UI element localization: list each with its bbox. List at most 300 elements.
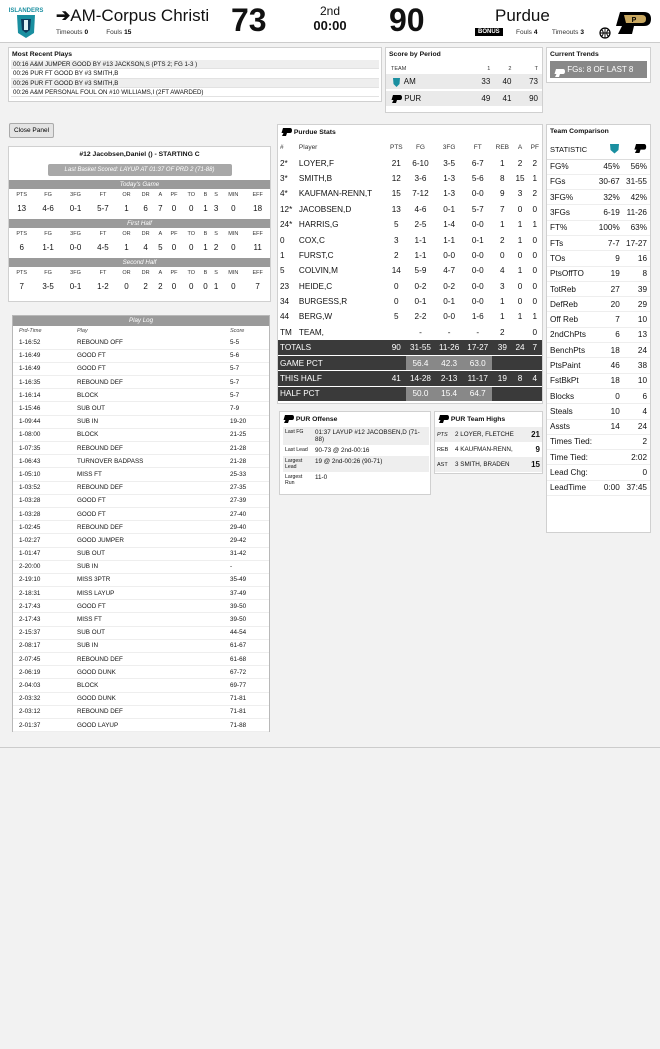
- play-log-row: [13, 389, 269, 402]
- play-log-cell: 1-16:49: [13, 349, 71, 362]
- player-cell: 1: [517, 220, 523, 230]
- play-log-cell: 21-25: [224, 428, 269, 441]
- player-cell: 1: [532, 173, 538, 183]
- player-cell: 0-0: [443, 312, 456, 322]
- play-log-cell: SUB OUT: [71, 547, 224, 560]
- comparison-stat: PtsPaint: [550, 361, 581, 370]
- scoreboard: [0, 0, 660, 43]
- player-stat-header: FG: [44, 270, 52, 276]
- player-cell: 1: [532, 220, 538, 230]
- player-stat-header: 3FG: [70, 231, 81, 237]
- pur-highs-header: [435, 412, 542, 425]
- home-timeouts: 0: [84, 29, 89, 36]
- play-log-cell: 1-16:49: [13, 362, 71, 375]
- comparison-am: [596, 450, 623, 465]
- row-value: [492, 386, 512, 401]
- play-log-row: [13, 547, 269, 560]
- play-log-row: [13, 415, 269, 428]
- player-cell: 3: [517, 189, 523, 199]
- play-log-cell: 71-81: [224, 692, 269, 705]
- player-stat-value: 0: [189, 242, 194, 252]
- box-score-header: REB: [495, 144, 509, 152]
- away-fouls-label: Fouls: [516, 29, 532, 36]
- player-cell: 13: [391, 204, 401, 214]
- purdue-stats-title: Purdue Stats: [293, 128, 336, 136]
- comparison-am: 18: [610, 376, 620, 386]
- high-value: 15: [531, 460, 540, 469]
- player-section-table: [9, 228, 270, 254]
- player-row: [278, 155, 542, 170]
- high-key: PTS: [437, 431, 448, 438]
- comparison-pur: 17-27: [626, 238, 647, 248]
- row-value: [528, 386, 542, 401]
- play-log-cell: 31-42: [224, 547, 269, 560]
- totals-row: [278, 340, 542, 355]
- play-log-cell: REBOUND DEF: [71, 442, 224, 455]
- sbp-header: T: [534, 66, 538, 72]
- player-stat-header: MIN: [228, 192, 239, 198]
- play-log-cell: 2-07:45: [13, 653, 71, 666]
- high-player: 3 SMITH, BRADEN: [455, 461, 510, 468]
- player-cell: JACOBSEN,D: [298, 204, 352, 214]
- player-stat-row: [9, 279, 270, 293]
- player-stat-value: 5-7: [97, 203, 109, 213]
- player-cell: 0-0: [471, 220, 484, 230]
- player-stat-value: 1: [213, 281, 219, 291]
- play-log-cell: 1-09:44: [13, 415, 71, 428]
- comparison-stat: 3FGs: [550, 208, 571, 218]
- player-row: [278, 294, 542, 309]
- play-log-row: [13, 507, 269, 520]
- home-team-sub: [56, 29, 131, 36]
- player-stat-value: 0: [171, 203, 177, 213]
- comparison-am: 32%: [603, 192, 620, 202]
- player-cell: 12*: [280, 204, 293, 214]
- player-cell: 0-1: [443, 297, 456, 307]
- player-stat-header: S: [214, 231, 218, 237]
- player-stat-value: 0-0: [69, 242, 82, 252]
- row-value: 4: [528, 371, 542, 386]
- player-stat-value: 0: [231, 203, 236, 213]
- player-stat-header: OR: [122, 192, 131, 198]
- play-log-cell: GOOD DUNK: [71, 666, 224, 679]
- player-stat-header: A: [158, 231, 163, 237]
- home-fouls: 15: [124, 29, 132, 36]
- player-row: [278, 325, 542, 340]
- play-log-cell: GOOD LAYUP: [71, 718, 224, 731]
- comparison-pur: 0: [642, 468, 647, 478]
- player-stat-header: 3FG: [70, 270, 81, 276]
- play-log-cell: REBOUND DEF: [71, 705, 224, 718]
- comparison-pur: 37:45: [626, 483, 647, 493]
- player-stat-header: PF: [170, 231, 178, 237]
- play-log-row: [13, 613, 269, 626]
- play-log-cell: 2-06:19: [13, 666, 71, 679]
- score-by-period-panel: [385, 47, 543, 113]
- play-log-panel: [12, 315, 270, 732]
- play-log-cell: REBOUND DEF: [71, 653, 224, 666]
- player-section-table: [9, 189, 270, 215]
- play-log-header: Score: [230, 328, 245, 334]
- home-score: 73: [231, 2, 267, 38]
- away-team-sub: [516, 29, 584, 36]
- play-log-cell: SUB IN: [71, 639, 224, 652]
- player-stat-header: DR: [141, 192, 150, 198]
- player-cell: 1-1: [443, 235, 456, 245]
- player-stat-header: PTS: [16, 192, 28, 198]
- sbp-team: AM: [403, 77, 416, 86]
- player-cell: 0-0: [471, 297, 484, 307]
- row-value: [387, 386, 406, 401]
- comparison-am: 9: [615, 253, 620, 263]
- player-section-label: Second Half: [9, 258, 270, 267]
- player-stat-header: OR: [122, 270, 131, 276]
- trend-text: FGs: 8 OF LAST 8: [567, 65, 634, 74]
- player-cell: 7: [500, 204, 505, 214]
- player-cell: -: [476, 327, 480, 337]
- play-log-cell: 7-9: [224, 402, 269, 415]
- row-label: THIS HALF: [278, 371, 387, 386]
- play-log-cell: 1-03:28: [13, 494, 71, 507]
- player-section-label: Today's Game: [9, 180, 270, 189]
- player-stat-value: 6: [19, 242, 24, 252]
- player-cell: 0-0: [471, 266, 484, 276]
- play-log-cell: 5-7: [224, 362, 269, 375]
- player-cell: KAUFMAN-RENN,T: [298, 189, 373, 199]
- row-value: 7: [528, 340, 542, 355]
- recent-play: 00:26 PUR FT GOOD BY #3 SMITH,B: [11, 79, 379, 88]
- player-stat-row: [9, 201, 270, 215]
- player-cell: 5: [394, 220, 399, 230]
- play-log-row: [13, 587, 269, 600]
- player-row: [278, 309, 542, 324]
- row-value: 31-55: [406, 340, 435, 355]
- sbp-team: PUR: [404, 94, 422, 103]
- player-cell: 4*: [280, 189, 288, 199]
- player-stat-value: 11: [253, 242, 262, 252]
- player-cell: 2: [500, 327, 505, 337]
- comparison-am: 30-67: [598, 177, 620, 187]
- comparison-row: [547, 358, 650, 373]
- play-log-cell: 69-77: [224, 679, 269, 692]
- player-cell: 0: [517, 250, 523, 260]
- box-score-header-row: [278, 140, 542, 155]
- player-stat-header-row: [9, 267, 270, 279]
- purdue-box-score: [278, 140, 542, 402]
- sbp-row: [386, 90, 542, 106]
- play-log-cell: 2-15:37: [13, 626, 71, 639]
- play-log-header: Prd-Time: [19, 328, 42, 334]
- player-cell: LOYER,F: [298, 158, 334, 168]
- player-stat-header-row: [9, 189, 270, 201]
- player-cell: 0-0: [471, 189, 484, 199]
- player-cell: 5: [280, 266, 285, 276]
- player-cell: FURST,C: [298, 250, 334, 260]
- high-row: [435, 427, 542, 442]
- player-stat-value: 3-5: [42, 281, 54, 291]
- player-cell: SMITH,B: [298, 173, 333, 183]
- player-cell: 1-1: [414, 250, 427, 260]
- row-value: 17-27: [463, 340, 492, 355]
- player-stat-value: 7: [19, 281, 24, 291]
- comparison-row: [547, 205, 650, 220]
- play-log-cell: 5-6: [224, 349, 269, 362]
- player-cell: 6-7: [471, 158, 484, 168]
- pur-offense-header: [280, 412, 430, 425]
- play-log-cell: 25-33: [224, 468, 269, 481]
- player-cell: 12: [391, 173, 401, 183]
- player-stat-value: 7: [158, 203, 163, 213]
- current-trends-panel: [546, 47, 651, 83]
- player-row: [278, 186, 542, 201]
- player-cell: TEAM,: [298, 327, 324, 337]
- play-log-cell: 71-81: [224, 705, 269, 718]
- play-log-cell: 29-42: [224, 534, 269, 547]
- row-label: HALF PCT: [278, 386, 387, 401]
- comparison-pur: 24: [637, 345, 647, 355]
- play-log-row: [13, 494, 269, 507]
- player-cell: 4-7: [443, 266, 456, 276]
- play-log-row: [13, 653, 269, 666]
- play-log-cell: 61-68: [224, 653, 269, 666]
- purdue-small-icon: [391, 95, 402, 103]
- player-cell: 0-1: [414, 297, 427, 307]
- play-log-cell: MISS FT: [71, 613, 224, 626]
- player-cell: 0: [532, 281, 538, 291]
- comparison-stat: PtsOffTO: [550, 269, 584, 279]
- comparison-row: [547, 297, 650, 312]
- away-timeouts-label: Timeouts: [551, 29, 579, 36]
- player-section-table: [9, 267, 270, 293]
- player-cell: 1: [517, 312, 523, 322]
- player-cell: HEIDE,C: [298, 281, 333, 291]
- player-cell: 21: [391, 158, 401, 168]
- player-stat-value: 0: [189, 203, 194, 213]
- player-cell: 0: [517, 204, 523, 214]
- player-stat-value: 1-2: [97, 281, 109, 291]
- comparison-pur: 16: [637, 253, 647, 263]
- pur-highs-table: [435, 427, 542, 472]
- close-panel-button[interactable]: Close Panel: [9, 123, 54, 138]
- player-stat-value: 0: [231, 242, 236, 252]
- player-stat-value: 1: [124, 242, 129, 252]
- high-key: AST: [437, 461, 448, 468]
- pur-highs-title: PUR Team Highs: [450, 415, 506, 423]
- play-log-cell: MISS LAYUP: [71, 587, 224, 600]
- comparison-am: 6-19: [603, 208, 620, 218]
- player-cell: -: [447, 327, 451, 337]
- player-cell: 0: [517, 281, 523, 291]
- pur-offense-panel: [279, 411, 431, 495]
- sbp-p1: 33: [481, 77, 491, 86]
- away-team-name: Purdue: [495, 6, 550, 25]
- player-cell: 0-2: [443, 281, 456, 291]
- player-stat-header: OR: [122, 231, 131, 237]
- pur-highs-panel: [434, 411, 543, 474]
- player-cell: 23: [280, 281, 290, 291]
- player-cell: 2*: [280, 158, 288, 168]
- home-timeouts-label: Timeouts: [56, 29, 83, 36]
- play-log-cell: 39-50: [224, 600, 269, 613]
- this-half-row: [278, 371, 542, 386]
- player-stat-value: 5: [158, 242, 163, 252]
- player-stat-value: 0-1: [69, 281, 82, 291]
- home-team-name: [56, 6, 209, 26]
- row-value: 2-13: [435, 371, 463, 386]
- comparison-am: 18: [610, 345, 620, 355]
- comparison-pur: 6: [642, 391, 647, 401]
- row-value: 11-17: [463, 371, 492, 386]
- offense-key: Largest Lead: [285, 458, 303, 470]
- period: 2nd: [319, 4, 341, 18]
- player-cell: 2: [532, 158, 538, 168]
- row-value: [528, 355, 542, 370]
- player-title: #12 Jacobsen,Daniel () - STARTING C: [79, 151, 200, 158]
- sbp-p1: 49: [481, 94, 491, 103]
- comparison-row: [547, 281, 650, 296]
- player-cell: 2: [532, 189, 538, 199]
- play-log-row: [13, 718, 269, 731]
- play-log-cell: 27-39: [224, 494, 269, 507]
- comparison-stat: Off Reb: [550, 315, 579, 325]
- high-player: 4 KAUFMAN-RENN,: [455, 446, 513, 453]
- player-sections: [9, 180, 270, 293]
- box-score-header: PTS: [389, 144, 403, 152]
- play-log-cell: GOOD FT: [71, 494, 224, 507]
- comparison-stat: TotReb: [550, 284, 576, 294]
- player-cell: 0: [394, 281, 399, 291]
- play-log-row: [13, 349, 269, 362]
- player-stat-header: EFF: [252, 192, 263, 198]
- purdue-small-icon: [283, 415, 294, 423]
- offense-value: 11-0: [315, 474, 328, 481]
- comparison-row: [547, 343, 650, 358]
- player-cell: 0: [532, 250, 538, 260]
- comparison-stat: Lead Chg:: [550, 468, 588, 478]
- comparison-row: [547, 251, 650, 266]
- game-clock: 00:00: [313, 18, 347, 33]
- pur-offense-title: PUR Offense: [295, 415, 338, 423]
- play-log-row: [13, 362, 269, 375]
- comparison-pur: 2: [642, 437, 647, 447]
- comparison-row: [547, 450, 650, 465]
- play-log-cell: SUB IN: [71, 560, 224, 573]
- play-log-cell: REBOUND DEF: [71, 521, 224, 534]
- comparison-am: 0:00: [603, 483, 620, 493]
- play-log-cell: 2-03:12: [13, 705, 71, 718]
- play-log-cell: 19-20: [224, 415, 269, 428]
- sbp-row: [386, 74, 542, 90]
- player-stat-value: 0: [171, 242, 177, 252]
- comparison-stat: Times Tied:: [550, 437, 593, 447]
- player-stat-header: PF: [170, 192, 178, 198]
- player-stat-value: 1: [203, 242, 208, 252]
- play-log-cell: SUB IN: [71, 415, 224, 428]
- player-cell: 0-1: [471, 235, 484, 245]
- player-cell: 1: [500, 312, 505, 322]
- offense-value: 90-73 @ 2nd-00:16: [315, 447, 370, 454]
- comparison-am: [596, 465, 623, 480]
- play-log-row: [13, 600, 269, 613]
- play-log-row: [13, 626, 269, 639]
- player-cell: 5: [394, 312, 399, 322]
- play-log-row: [13, 428, 269, 441]
- player-cell: HARRIS,G: [298, 220, 339, 230]
- comparison-am: 6: [615, 330, 620, 340]
- team-comparison-panel: [546, 124, 651, 533]
- player-cell: COX,C: [298, 235, 325, 245]
- row-value: 11-26: [435, 340, 463, 355]
- player-stat-header: FG: [44, 192, 52, 198]
- player-cell: BERG,W: [298, 312, 333, 322]
- comparison-pur: 24: [637, 422, 647, 432]
- high-row: [435, 457, 542, 472]
- player-cell: 0: [394, 297, 399, 307]
- player-stat-header: B: [203, 231, 208, 237]
- play-log-row: [13, 534, 269, 547]
- player-cell: 0: [532, 327, 538, 337]
- play-log-table: [13, 326, 269, 732]
- play-log-row: [13, 705, 269, 718]
- comparison-row: [547, 434, 650, 449]
- player-stat-value: 4-6: [42, 203, 54, 213]
- player-cell: TM: [280, 327, 292, 337]
- player-cell: 14: [391, 266, 401, 276]
- purdue-stats-panel: [277, 124, 543, 404]
- player-stat-value: 7: [255, 281, 260, 291]
- player-stat-header: S: [214, 192, 218, 198]
- play-log-cell: 27-40: [224, 507, 269, 520]
- player-cell: [512, 325, 527, 340]
- box-score-header: A: [517, 144, 523, 152]
- player-stat-value: 0: [189, 281, 194, 291]
- comparison-row: [547, 174, 650, 189]
- play-log-cell: 39-50: [224, 613, 269, 626]
- play-log-row: [13, 442, 269, 455]
- sbp-total: 90: [529, 94, 538, 103]
- player-stat-header: TO: [187, 270, 196, 276]
- player-stat-header: DR: [141, 270, 150, 276]
- away-score: 90: [389, 2, 425, 38]
- comparison-stat: FT%: [550, 223, 568, 233]
- player-stat-header: EFF: [252, 231, 263, 237]
- player-cell: 3: [394, 235, 399, 245]
- play-log-cell: 1-15:46: [13, 402, 71, 415]
- play-log-cell: GOOD FT: [71, 600, 224, 613]
- away-timeouts: 3: [580, 29, 584, 36]
- box-score-header: FG: [415, 144, 425, 152]
- row-value: [512, 355, 527, 370]
- play-log-cell: 1-03:28: [13, 507, 71, 520]
- comparison-stat: Assts: [550, 422, 571, 432]
- player-stat-header: A: [158, 270, 163, 276]
- play-log-row: [13, 666, 269, 679]
- player-cell: 0: [280, 235, 285, 245]
- player-stat-value: 4: [143, 242, 148, 252]
- comparison-am: 0: [615, 391, 620, 401]
- team-comparison-body: [547, 159, 650, 496]
- player-cell: 5-7: [471, 204, 484, 214]
- player-cell: 2: [517, 158, 523, 168]
- player-stat-value: 0: [124, 281, 129, 291]
- play-log-cell: BLOCK: [71, 428, 224, 441]
- row-value: 63.0: [463, 355, 492, 370]
- player-stat-header: FG: [44, 231, 52, 237]
- sbp-p2: 40: [502, 77, 512, 86]
- purdue-stats-header: [278, 125, 542, 138]
- player-cell: 6-10: [412, 158, 429, 168]
- player-cell: 0: [500, 250, 505, 260]
